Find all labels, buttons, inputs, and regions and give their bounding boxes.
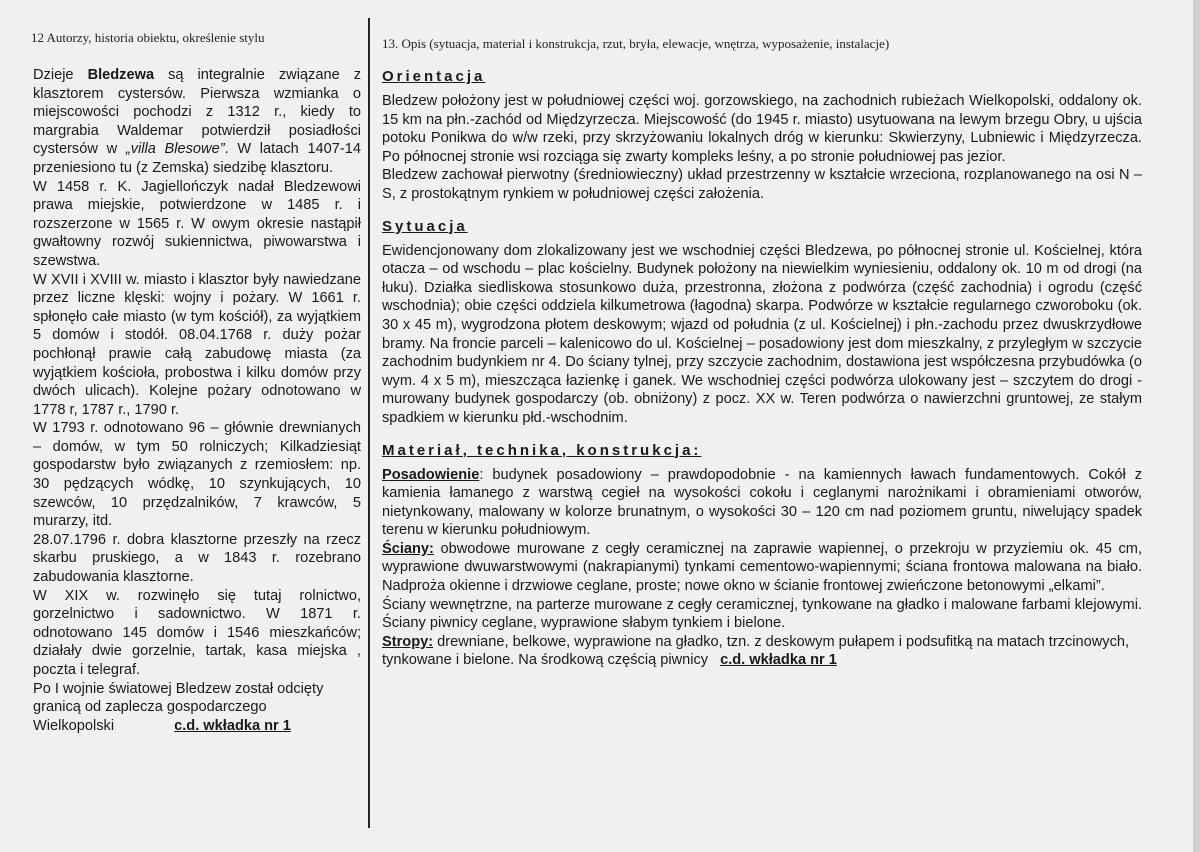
history-p1-post: są integralnie związane z klasztorem cystersów. Pierwsza wzmianka o miejscowości pochodzi z 1312 r., kiedy to margrabia Waldemar potwierdził posiadłości cystersów w — [33, 67, 361, 158]
history-p1-pre: Dzieje — [33, 67, 88, 83]
stropy-label: Stropy: — [382, 633, 434, 650]
history-paragraph-1 — [33, 66, 361, 178]
continuation-ref-left: c.d. wkładka nr 1 — [174, 717, 291, 734]
orientacja-paragraph-1: Bledzew położony jest w południowej części woj. gorzowskiego, na zachodnich rubieżach Wielkopolski, oddalony ok. 15 km na płn.-zachód od Międzyrzecza. Miejscowość (do 1945 r. miasto) usytuowana na lewym brzegu Obry, u ujścia potoku Ponikwa do w/w rzeki, przy skrzyżowaniu lokalnych dróg w kierunku: Skwierzyny, Lubniewic i Międzyrzecza. Po północnej stronie wsi rozciąga się zwarty kompleks leśny, a po stronie południowej pas jezior. — [382, 93, 1142, 165]
sciany-paragraph — [382, 540, 1142, 596]
column-divider — [368, 18, 370, 828]
sytuacja-text — [382, 242, 1142, 428]
history-p7-text: Po I wojnie światowej Bledzew został odcięty granicą od zaplecza gospodarczego Wielkopolski — [33, 680, 324, 734]
section-title-orientacja: Orientacja — [382, 68, 486, 85]
scan-edge — [1193, 0, 1199, 852]
history-paragraph-7 — [33, 680, 361, 736]
history-paragraph-2: W 1458 r. K. Jagiellończyk nadał Bledzewowi prawa miejskie, potwierdzone w 1485 r. i rozszerzone w 1565 r. W owym okresie nastąpił gwałtowny rozwój sukiennictwa, piwowarstwa i szewstwa. — [33, 178, 361, 269]
history-text — [33, 66, 361, 735]
posadowienie-label: Posadowienie — [382, 466, 480, 483]
history-p1-bold: Bledzewa — [87, 67, 155, 83]
history-paragraph-3: W XVII i XVIII w. miasto i klasztor były nawiedzane przez liczne klęski: wojny i pożary. W 1661 r. spłonęło całe miasto (w tym kościół), za wyjątkiem 5 domów i stodół. 08.04.1768 r. duży pożar pochłonął prawie całą zabudowę miasta (za wyjątkiem kościoła, probostwa i kilku domów przy dwóch ulicach). Kolejne pożary odnotowano w 1778 r, 1787 r., 1790 r. — [33, 271, 361, 418]
sciany-wewnetrzne-paragraph: Ściany wewnętrzne, na parterze murowane z cegły ceramicznej, tynkowane na gładko i malowane farbami klejowymi. Ściany piwnicy ceglane, wyprawione słabym tynkiem i bielone. — [382, 596, 1142, 632]
posadowienie-text: : budynek posadowiony – prawdopodobnie - na kamiennych ławach fundamentowych. Cokół z kamienia łamanego z warstwą cegieł na wysokości cokołu i ceglanymi narożnikami i obramieniami otworów, nietynkowany, malowany w kolorze brunatnym, o wysokości 30 – 120 cm nad poziomem gruntu, niwelujący spadek terenu w kierunku południowym. — [382, 466, 1142, 539]
right-column — [382, 36, 1142, 670]
history-paragraph-4: W 1793 r. odnotowano 96 – głównie drewnianych – domów, w tym 50 rolniczych; Kilkadziesiąt gospodarstw było związanych z rzemiosłem: np. 30 pędzących wódkę, 10 szynkujących, 10 szewców, 10 przędzalników, 7 krawców, 5 murarzy, itd. — [33, 420, 361, 530]
section-title-material: Materiał, technika, konstrukcja: — [382, 441, 702, 459]
sciany-text: obwodowe murowane z cegły ceramicznej na zaprawie wapiennej, o przekroju w przyziemiu ok. 45 cm, wyprawione dwuwarstwowymi (nakrapianymi) tynkami cementowo-wapiennymi; ściana frontowa malowana na biało. Nadproża okienne i drzwiowe ceglane, proste; nowe okno w ścianie frontowej zwieńczone betonowymi „elkami”. — [382, 540, 1142, 595]
history-paragraph-5: 28.07.1796 r. dobra klasztorne przeszły na rzecz skarbu pruskiego, a w 1843 r. rozebrano zabudowania klasztorne. — [33, 531, 361, 586]
orientacja-text — [382, 92, 1142, 204]
section-title-sytuacja: Sytuacja — [382, 217, 468, 235]
stropy-paragraph — [382, 633, 1142, 670]
sytuacja-paragraph-1: Ewidencjonowany dom zlokalizowany jest we wschodniej części Bledzewa, po północnej stronie ul. Kościelnej, która otacza – od wschodu – plac kościelny. Budynek położony na niewielkim wyniesieniu, oddalony ok. 10 m od drogi (na łuku). Działka siedliskowa stosunkowo duża, przestronna, złożona z podwórza (część zachodnia) i ogrodu (część wschodnia); obie części oddziela kilkumetrowa (łagodna) skarpa. Podwórze w kształcie regularnego czworoboku (ok. 30 x 45 m), wygrodzona płotem deskowym; wjazd od południa (z ul. Kościelnej) i płn.-zachodu przez dwuskrzydłowe bramy. Na froncie parceli – kalenicowo do ul. Kościelnej – posadowiony jest dom mieszkalny, z przyległym w szczycie zachodnim budynkiem nr 4. Do ściany tylnej, przy szczycie zachodnim, dostawiona jest współczesna przybudówka (o wym. 4 x 5 m), mieszcząca łazienkę i ganek. We wschodniej części podwórza ulokowany jest – szczytem do drogi - murowany budynek gospodarczy (ob. obniżony) z pocz. XX w. Teren podwórza o nawierzchni gruntowej, ze stałym spadkiem w kierunku płd.-wschodnim. — [382, 242, 1142, 426]
material-text — [382, 466, 1142, 671]
continuation-ref-right: c.d. wkładka nr 1 — [720, 652, 837, 669]
sciany-label: Ściany: — [382, 540, 434, 557]
history-p1-italic: „villa Blesowe” — [125, 141, 225, 158]
stropy-text: drewniane, belkowe, wyprawione na gładko, tzn. z deskowym pułapem i podsufitką na matach trzcinowych, tynkowane i bielone. Na środkową częścią piwnicy — [382, 633, 1130, 669]
left-column-header: 12 Autorzy, historia obiektu, określenie stylu — [31, 30, 265, 45]
orientacja-paragraph-2: Bledzew zachował pierwotny (średniowieczny) układ przestrzenny w kształcie wrzeciona, rozplanowanego na osi N – S, z prostokątnym rynkiem w południowej części założenia. — [382, 167, 1142, 202]
left-column — [33, 30, 361, 735]
posadowienie-paragraph — [382, 466, 1142, 540]
history-p1-post2: . W latach 1407-14 przeniesiono tu (z Zemska) siedzibę klasztoru. — [33, 141, 362, 176]
right-column-header: 13. Opis (sytuacja, material i konstrukcja, rzut, bryła, elewacje, wnętrza, wyposażenie, instalacje) — [382, 36, 890, 51]
history-paragraph-6: W XIX w. rozwinęło się tutaj rolnictwo, gorzelnictwo i sadownictwo. W 1871 r. odnotowano 145 domów i 1546 mieszkańców; działały dwie gorzelnie, tartak, kasa miejska , poczta i telegraf. — [33, 587, 361, 678]
